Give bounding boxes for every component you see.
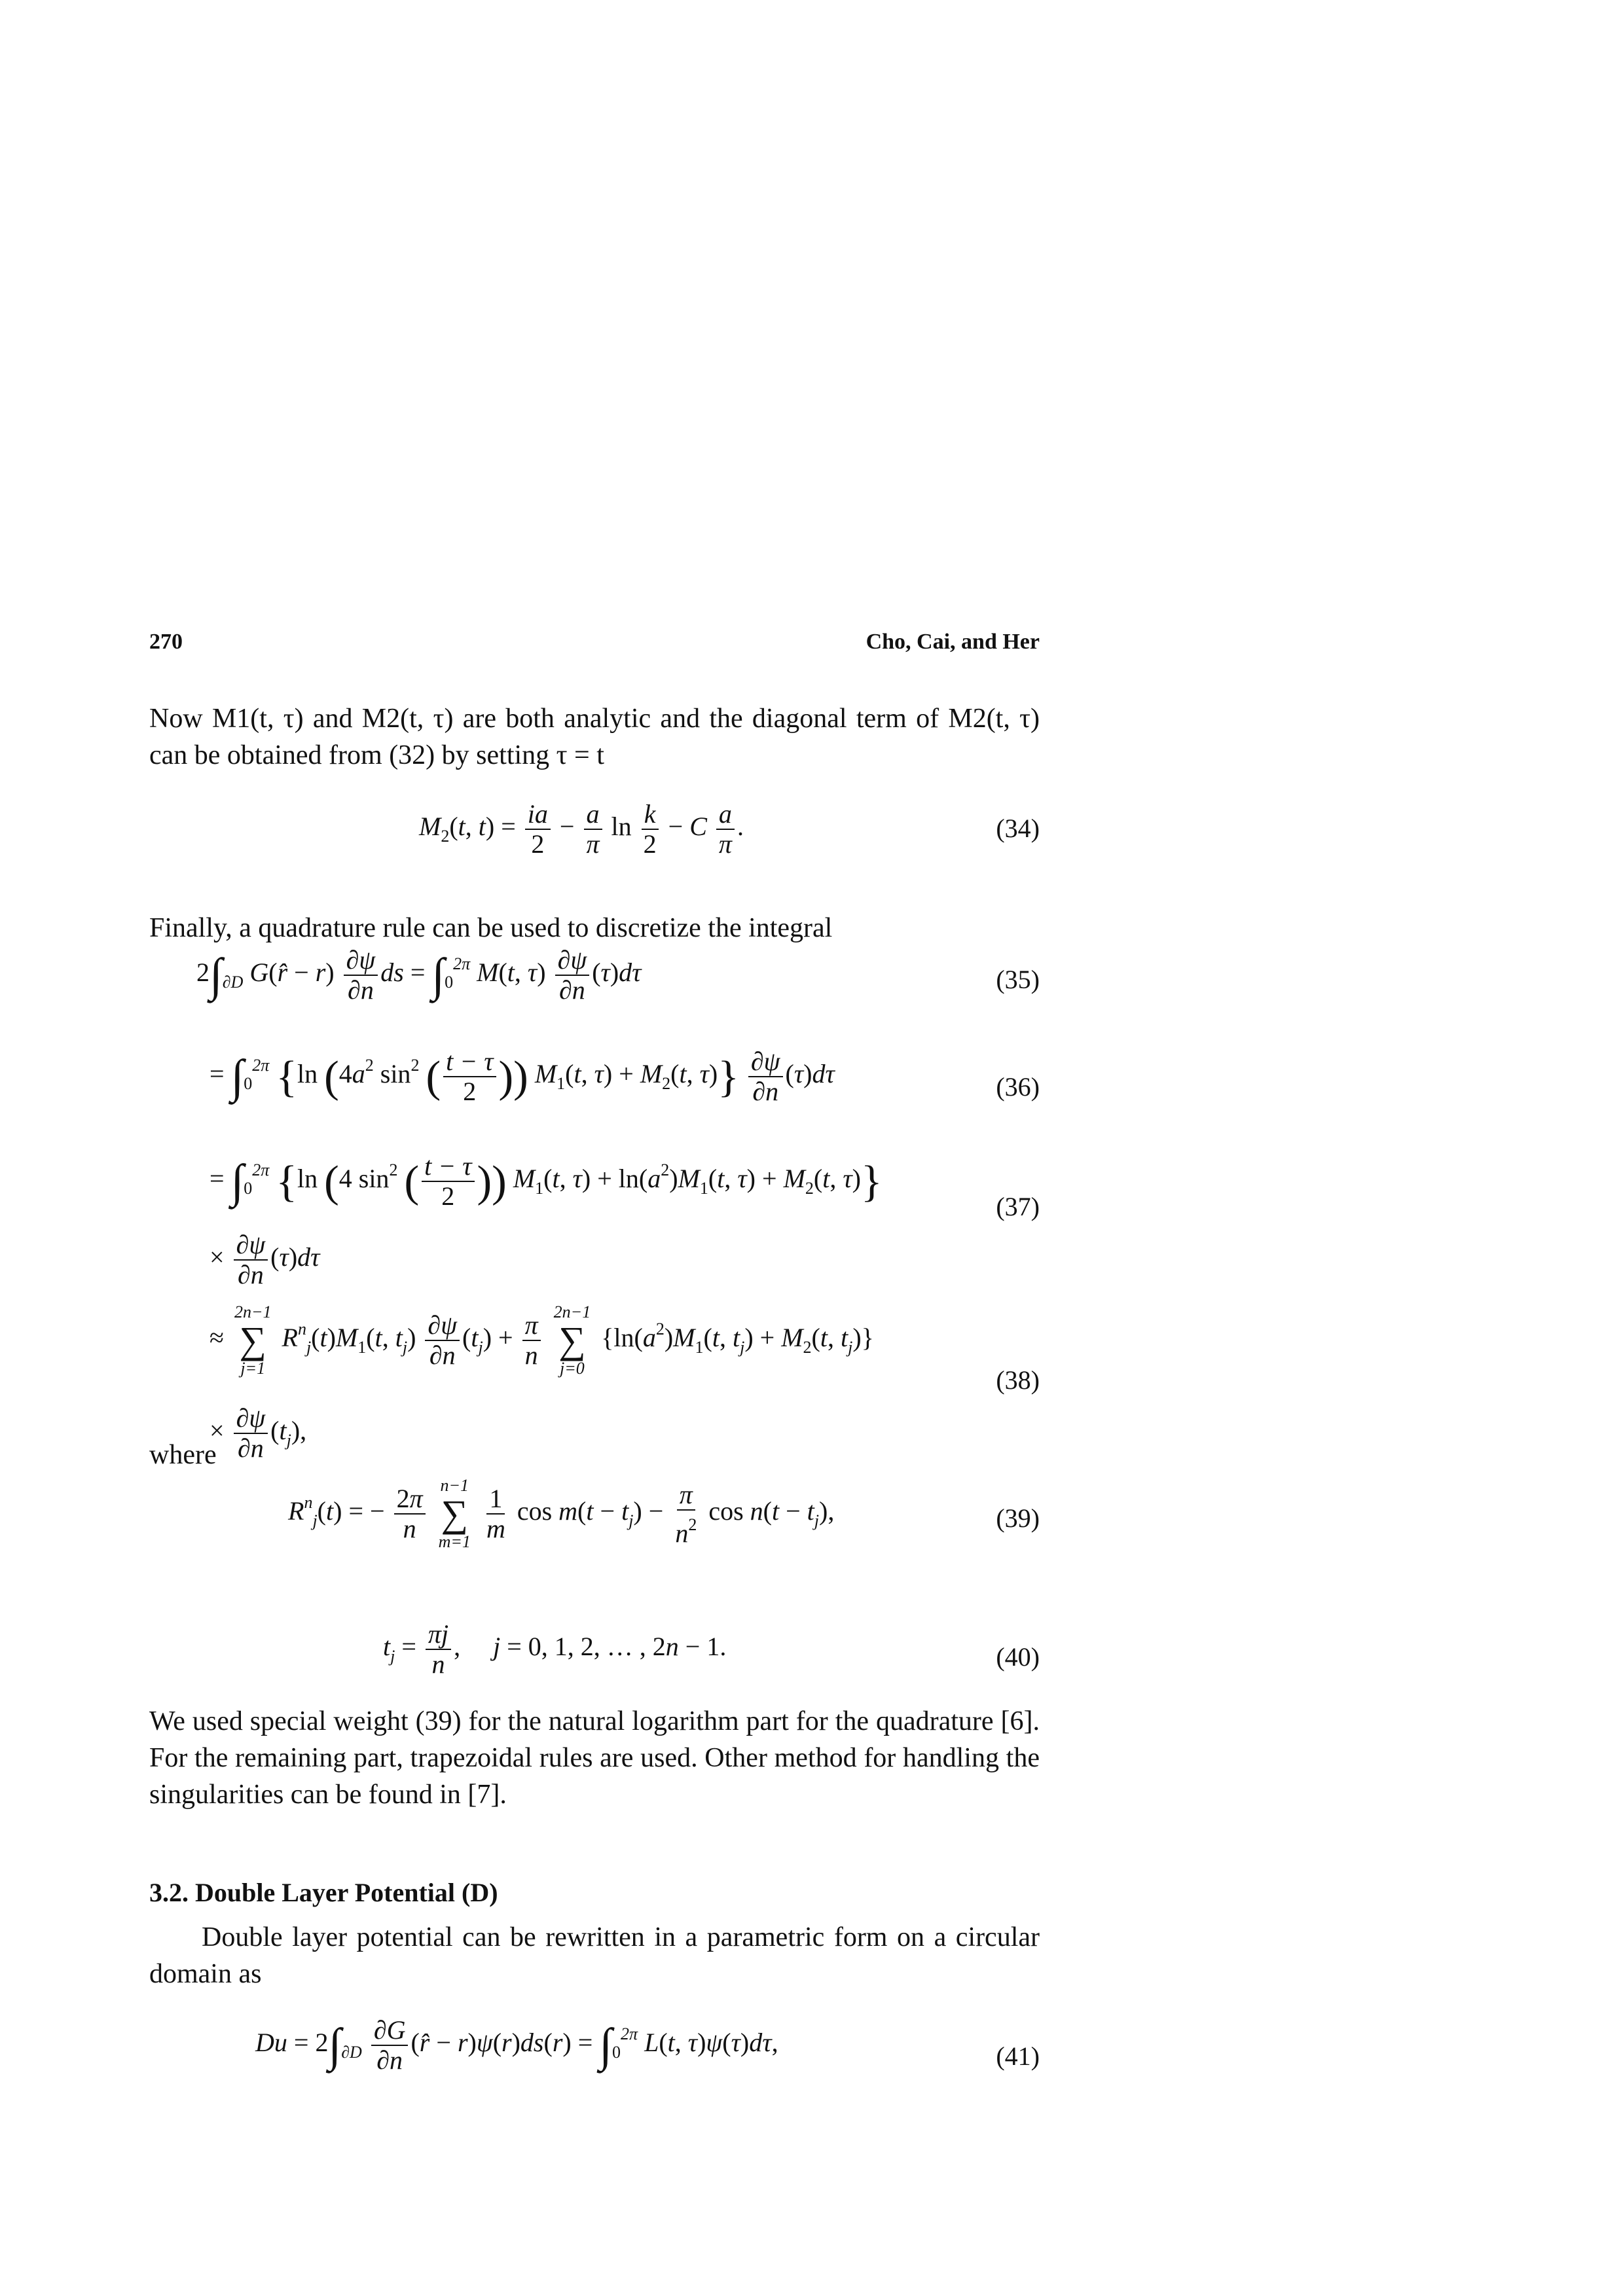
equation-number-37: (37)	[996, 1192, 1040, 1221]
equation-35: $2\int_{\partial D}$ G(r̂ − r) $\frac{\partial\psi}{\partial n}$ ds = $\int_0^{2\pi}$ M(t, τ) $\frac{\partial\psi}{\partial n}$ (τ)dτ	[196, 945, 642, 1005]
page-number: 270	[149, 630, 183, 654]
equation-number-41: (41)	[996, 2041, 1040, 2071]
equation-number-36: (36)	[996, 1072, 1040, 1102]
equation-number-34: (34)	[996, 814, 1040, 843]
equation-37: = $\int_0^{2\pi}$ {ln (4 $\sin^2$ ( $\frac{t - \tau}{2}$ )) $M_1(t$, $\tau) + \ln(a^2)M_1(t$, $\tau) + M_2(t$, τ)}	[210, 1151, 883, 1211]
equation-36: = $\int_0^{2\pi}$ {ln ($4a^2$ $\sin^2$ ( $\frac{t - \tau}{2}$ )) $M_1(t$, $\tau) + M_2(t$, τ)} $\frac{\partial\psi}{\partial n}$ (τ)dτ	[210, 1047, 835, 1106]
equation-number-35: (35)	[996, 965, 1040, 994]
equation-number-39: (39)	[996, 1503, 1040, 1533]
paragraph-4: Double layer potential can be rewritten in a parametric form on a circular domain as	[149, 1922, 1040, 1989]
running-head: Cho, Cai, and Her	[866, 630, 1040, 654]
equation-37-cont: × $\frac{\partial\psi}{\partial n}$ (τ)dτ	[210, 1230, 320, 1289]
equation-39: $R^n_j(t)$ = − $\frac{2\pi}{n}$ n−1 ∑ m=1 $\frac{1}{m}$ $\cos m(t - t_j)$ − $\frac{\pi}{n^2}$ $\cos n(t - t_j)$,	[288, 1476, 835, 1551]
equation-41: $Du = 2\int_{\partial D}$ $\frac{\partial G}{\partial n}$ (r̂ − $r)\psi(r)ds(r) = \int_0^{2\pi}$ L(t, τ)ψ(τ)dτ,	[255, 2015, 778, 2075]
equation-number-40: (40)	[996, 1642, 1040, 1672]
paragraph-1: Now M1(t, τ) and M2(t, τ) are both analytic and the diagonal term of M2(t, τ) can be obtained from (32) by setting τ = t	[149, 704, 1040, 770]
equation-number-38: (38)	[996, 1365, 1040, 1395]
equation-38: ≈ 2n−1 ∑ j=1 $R^n_j(t)M_1(t$, $t_j$) $\frac{\partial\psi}{\partial n}$ $(t_j)$ + $\frac{\pi}{n}$ 2n−1 ∑ j=0 {$\ln(a^2)M_1(t$, $t_j) + M_2(t$, $t_j$)}	[210, 1302, 874, 1378]
equation-34: $M_2(t$, t) = $\frac{ia}{2}$ − $\frac{a}{\pi}$ ln $\frac{k}{2}$ − C $\frac{a}{\pi}$ .	[419, 799, 744, 859]
paragraph-2: Finally, a quadrature rule can be used to discretize the integral	[149, 913, 833, 943]
equation-38-cont: × $\frac{\partial\psi}{\partial n}$ $(t_j)$,	[210, 1403, 307, 1463]
paragraph-3: We used special weight (39) for the natural logarithm part for the quadrature [6]. For the remaining part, trapezoidal rules are used. Other method for handling the singularities can be found in [7].	[149, 1706, 1040, 1810]
where-text: where	[149, 1440, 217, 1470]
equation-40: $t_j$ = $\frac{\pi j}{n}$ , j = 0, 1, 2, … , 2n − 1.	[383, 1619, 727, 1679]
section-heading: 3.2. Double Layer Potential (D)	[149, 1878, 498, 1907]
